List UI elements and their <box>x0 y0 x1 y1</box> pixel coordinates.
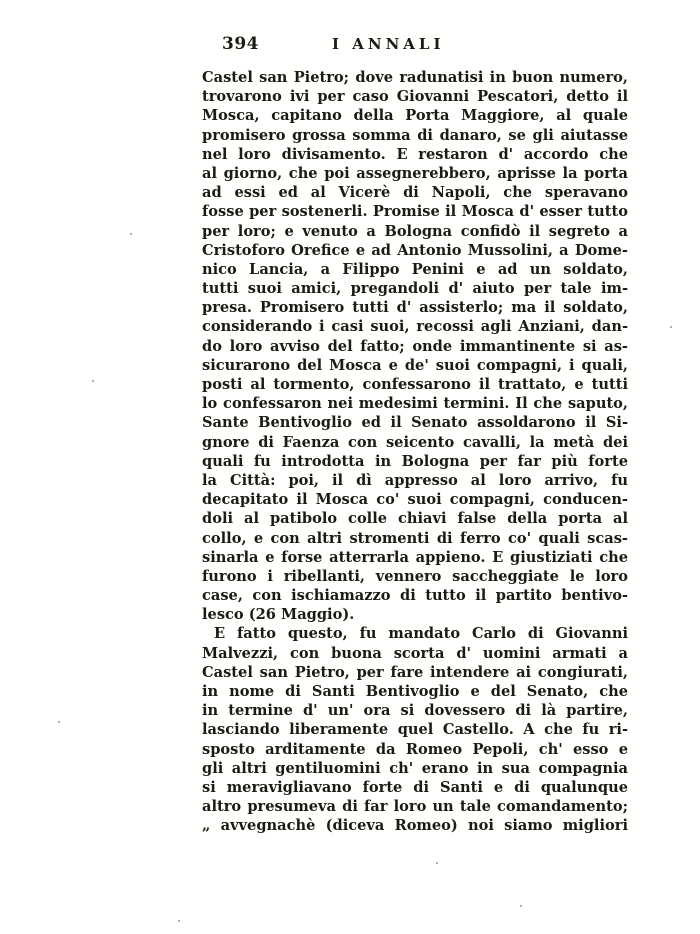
text-line: do loro avviso del fatto; onde immantinente si as- <box>202 337 628 355</box>
text-line: Sante Bentivoglio ed il Senato assoldarono il Si- <box>202 414 628 432</box>
text-line: fosse per sostenerli. Promise il Mosca d' esser tutto <box>202 203 628 221</box>
text-line: per loro; e venuto a Bologna confidò il segreto a <box>202 222 628 240</box>
text-line: sposto arditamente da Romeo Pepoli, ch' esso e <box>202 740 628 758</box>
scan-speck <box>670 326 672 328</box>
text-line: Cristoforo Orefice e ad Antonio Mussolini, a Dome- <box>202 241 628 259</box>
text-line: lasciando liberamente quel Castello. A che fu ri- <box>202 721 628 739</box>
page-number: 394 <box>222 34 259 54</box>
paragraph-end-line: lesco (26 Maggio). <box>202 606 355 624</box>
scan-speck <box>520 905 522 907</box>
text-line: si meravigliavano forte di Santi e di qualunque <box>202 778 628 796</box>
text-line: altro presumeva di far loro un tale comandamento; <box>202 798 628 816</box>
text-line: in nome di Santi Bentivoglio e del Senato, che <box>202 683 628 700</box>
text-line: ad essi ed al Vicerè di Napoli, che speravano <box>202 184 628 202</box>
text-line: considerando i casi suoi, recossi agli Anziani, dan- <box>202 318 628 336</box>
text-line: sicurarono del Mosca e de' suoi compagni, i quali, <box>202 356 628 374</box>
text-line: promisero grossa somma di danaro, se gli aiutasse <box>202 126 628 144</box>
scan-speck <box>92 380 94 382</box>
paragraph-start-line: E fatto questo, fu mandato Carlo di Giovanni <box>214 625 628 643</box>
text-line: Malvezzi, con buona scorta d' uomini armati a <box>202 644 628 662</box>
page-header <box>222 34 642 58</box>
text-line: furono i ribellanti, vennero saccheggiate le loro <box>202 567 628 585</box>
text-line: in termine d' un' ora si dovessero di là partire, <box>202 702 628 720</box>
text-line: presa. Promisero tutti d' assisterlo; ma il soldato, <box>202 299 628 317</box>
text-line: collo, e con altri stromenti di ferro co' quali scas- <box>202 529 628 547</box>
text-line: lo confessaron nei medesimi termini. Il che saputo, <box>202 395 628 413</box>
text-line: gnore di Faenza con seicento cavalli, la metà dei <box>202 433 628 451</box>
scan-speck <box>436 862 438 864</box>
body-text <box>202 68 628 836</box>
running-title: I ANNALI <box>332 35 445 53</box>
text-line: la Città: poi, il dì appresso al loro arrivo, fu <box>202 471 628 489</box>
text-line: quali fu introdotta in Bologna per far più forte <box>202 452 628 470</box>
text-line: posti al tormento, confessarono il trattato, e tutti <box>202 376 628 393</box>
text-line: sinarla e forse atterrarla appieno. E giustiziati che <box>202 548 628 566</box>
text-line: Castel san Pietro; dove radunatisi in buon numero, <box>202 69 628 86</box>
text-line: decapitato il Mosca co' suoi compagni, conducen- <box>202 491 628 509</box>
text-line: Mosca, capitano della Porta Maggiore, al quale <box>202 107 628 125</box>
text-line: Castel san Pietro, per fare intendere ai congiurati, <box>202 663 628 681</box>
text-line: tutti suoi amici, pregandoli d' aiuto per tale im- <box>202 280 628 298</box>
text-line: nel loro divisamento. E restaron d' accordo che <box>202 145 628 163</box>
scan-speck <box>178 920 180 922</box>
text-line: trovarono ivi per caso Giovanni Pescatori, detto il <box>202 88 628 106</box>
text-line: nico Lancia, a Filippo Penini e ad un soldato, <box>202 260 628 278</box>
text-line: doli al patibolo colle chiavi false della porta al <box>202 510 628 528</box>
scan-speck <box>130 233 132 235</box>
text-line: case, con ischiamazzo di tutto il partito bentivo- <box>202 587 628 605</box>
text-line: „ avvegnachè (diceva Romeo) noi siamo migliori <box>202 817 628 835</box>
text-line: gli altri gentiluomini ch' erano in sua compagnia <box>202 759 628 777</box>
text-line: al giorno, che poi assegnerebbero, aprisse la porta <box>202 164 628 182</box>
scan-speck <box>58 721 60 723</box>
